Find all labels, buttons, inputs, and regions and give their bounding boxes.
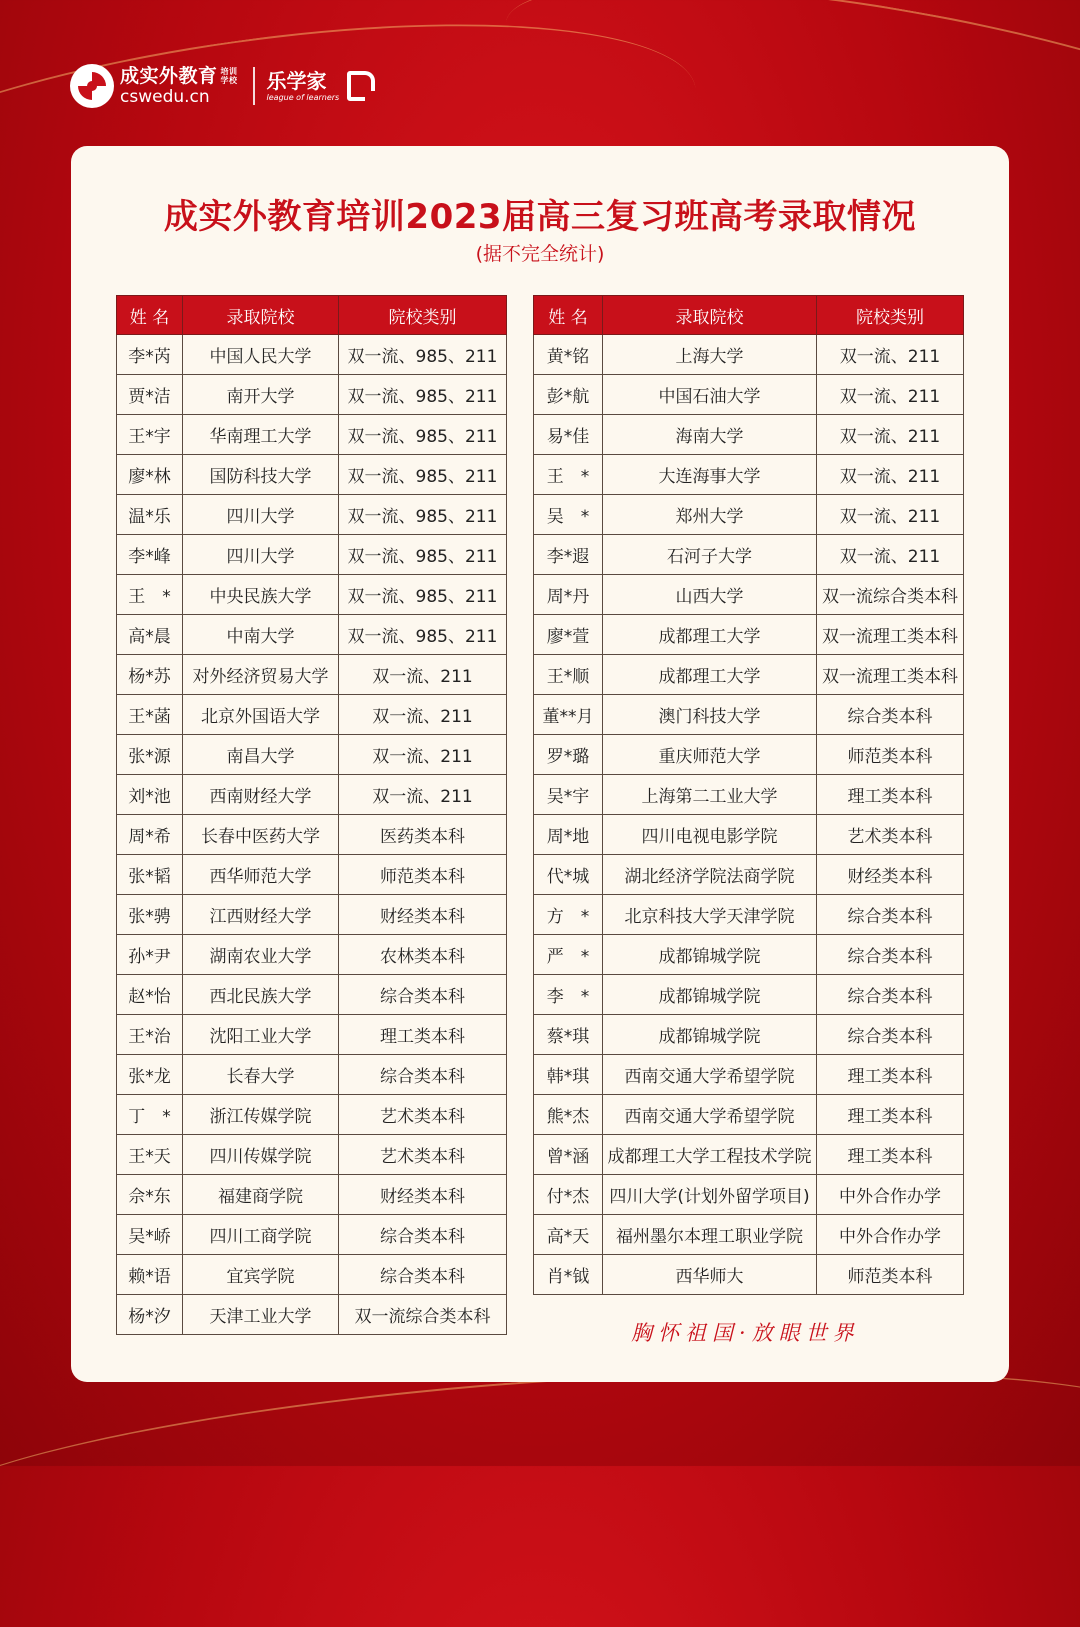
cell-student-name: 李*芮 xyxy=(117,335,183,375)
cell-student-name: 黄*铭 xyxy=(534,335,603,375)
cell-school: 福州墨尔本理工职业学院 xyxy=(603,1215,817,1255)
cell-student-name: 佘*东 xyxy=(117,1175,183,1215)
cell-category: 理工类本科 xyxy=(817,1095,964,1135)
table-header-row xyxy=(534,296,964,335)
cell-student-name: 易*佳 xyxy=(534,415,603,455)
cell-student-name: 曾*涵 xyxy=(534,1135,603,1175)
cell-school: 沈阳工业大学 xyxy=(183,1015,339,1055)
table-row xyxy=(534,575,964,615)
cell-category: 双一流理工类本科 xyxy=(817,615,964,655)
cell-student-name: 廖*萱 xyxy=(534,615,603,655)
table-row xyxy=(534,615,964,655)
school-logo-icon xyxy=(70,64,114,108)
table-row xyxy=(117,455,507,495)
cell-category: 师范类本科 xyxy=(817,735,964,775)
cell-school: 江西财经大学 xyxy=(183,895,339,935)
cell-school: 重庆师范大学 xyxy=(603,735,817,775)
brand2 xyxy=(267,69,340,103)
cell-category: 理工类本科 xyxy=(817,775,964,815)
table-row xyxy=(534,655,964,695)
cell-category: 双一流、211 xyxy=(339,735,507,775)
cell-category: 综合类本科 xyxy=(817,895,964,935)
table-row xyxy=(117,895,507,935)
cell-category: 财经类本科 xyxy=(339,895,507,935)
header-name: 姓 名 xyxy=(117,296,183,335)
cell-category: 综合类本科 xyxy=(817,935,964,975)
cell-student-name: 廖*林 xyxy=(117,455,183,495)
admission-table-left xyxy=(116,295,507,1335)
cell-school: 郑州大学 xyxy=(603,495,817,535)
cell-category: 双一流、985、211 xyxy=(339,415,507,455)
cell-school: 中国人民大学 xyxy=(183,335,339,375)
table-row xyxy=(117,575,507,615)
table-row xyxy=(534,735,964,775)
cell-school: 国防科技大学 xyxy=(183,455,339,495)
cell-school: 四川大学 xyxy=(183,495,339,535)
cell-student-name: 李*遐 xyxy=(534,535,603,575)
cell-school: 长春中医药大学 xyxy=(183,815,339,855)
cell-student-name: 张*骋 xyxy=(117,895,183,935)
logo-divider xyxy=(253,67,255,105)
cell-school: 中南大学 xyxy=(183,615,339,655)
table-row xyxy=(117,495,507,535)
header-logos xyxy=(70,62,375,110)
brand2-tagline: league of learners xyxy=(266,93,340,102)
cell-school: 中国石油大学 xyxy=(603,375,817,415)
cell-school: 四川工商学院 xyxy=(183,1215,339,1255)
cell-student-name: 罗*璐 xyxy=(534,735,603,775)
table-row xyxy=(534,1255,964,1295)
cell-school: 天津工业大学 xyxy=(183,1295,339,1335)
table-row xyxy=(117,1095,507,1135)
page-subtitle: (据不完全统计) xyxy=(475,243,605,265)
cell-school: 华南理工大学 xyxy=(183,415,339,455)
cell-category: 师范类本科 xyxy=(817,1255,964,1295)
cell-student-name: 彭*航 xyxy=(534,375,603,415)
cell-category: 双一流、985、211 xyxy=(339,455,507,495)
cell-school: 成都理工大学 xyxy=(603,615,817,655)
cell-student-name: 王 * xyxy=(117,575,183,615)
cell-student-name: 蔡*琪 xyxy=(534,1015,603,1055)
table-row xyxy=(117,1255,507,1295)
cell-category: 综合类本科 xyxy=(339,1255,507,1295)
cell-category: 综合类本科 xyxy=(817,1015,964,1055)
cell-student-name: 王*宇 xyxy=(117,415,183,455)
cell-school: 福建商学院 xyxy=(183,1175,339,1215)
cell-school: 大连海事大学 xyxy=(603,455,817,495)
brand-name: 成实外教育 xyxy=(120,65,218,87)
cell-category: 财经类本科 xyxy=(339,1175,507,1215)
table-row xyxy=(117,335,507,375)
cell-student-name: 李*峰 xyxy=(117,535,183,575)
cell-category: 综合类本科 xyxy=(339,1215,507,1255)
table-row xyxy=(534,455,964,495)
cell-category: 双一流综合类本科 xyxy=(339,1295,507,1335)
cell-student-name: 熊*杰 xyxy=(534,1095,603,1135)
cell-category: 双一流、985、211 xyxy=(339,575,507,615)
cell-student-name: 方 * xyxy=(534,895,603,935)
cell-school: 中央民族大学 xyxy=(183,575,339,615)
table-row xyxy=(534,895,964,935)
table-header-row xyxy=(117,296,507,335)
table-row xyxy=(117,655,507,695)
cell-student-name: 周*希 xyxy=(117,815,183,855)
brand-sub: 培训学校 xyxy=(220,67,238,85)
cell-school: 成都理工大学 xyxy=(603,655,817,695)
table-row xyxy=(117,855,507,895)
cell-school: 成都锦城学院 xyxy=(603,935,817,975)
table-row xyxy=(117,535,507,575)
table-row xyxy=(534,1215,964,1255)
cell-student-name: 李 * xyxy=(534,975,603,1015)
cell-student-name: 赵*怡 xyxy=(117,975,183,1015)
cell-category: 双一流、985、211 xyxy=(339,335,507,375)
cell-student-name: 董**月 xyxy=(534,695,603,735)
cell-category: 双一流、211 xyxy=(339,775,507,815)
header-category: 院校类别 xyxy=(339,296,507,335)
cell-school: 湖南农业大学 xyxy=(183,935,339,975)
cell-student-name: 严 * xyxy=(534,935,603,975)
table-row xyxy=(117,815,507,855)
slogan: 胸怀祖国·放眼世界 xyxy=(631,1321,860,1345)
cell-student-name: 张*韬 xyxy=(117,855,183,895)
cell-school: 成都锦城学院 xyxy=(603,975,817,1015)
table-row xyxy=(534,815,964,855)
cell-school: 宜宾学院 xyxy=(183,1255,339,1295)
cell-school: 西南财经大学 xyxy=(183,775,339,815)
cell-category: 财经类本科 xyxy=(817,855,964,895)
header-school: 录取院校 xyxy=(603,296,817,335)
table-row xyxy=(534,1015,964,1055)
cell-category: 双一流、985、211 xyxy=(339,495,507,535)
cell-school: 对外经济贸易大学 xyxy=(183,655,339,695)
cell-school: 西北民族大学 xyxy=(183,975,339,1015)
cell-category: 双一流、211 xyxy=(817,335,964,375)
school-brand xyxy=(120,65,241,107)
speech-bubble-icon xyxy=(347,71,375,101)
cell-student-name: 杨*汐 xyxy=(117,1295,183,1335)
cell-category: 双一流、985、211 xyxy=(339,375,507,415)
cell-category: 双一流、211 xyxy=(817,535,964,575)
cell-school: 湖北经济学院法商学院 xyxy=(603,855,817,895)
content-card xyxy=(71,146,1009,1382)
cell-school: 北京科技大学天津学院 xyxy=(603,895,817,935)
table-row xyxy=(117,1215,507,1255)
table-row xyxy=(117,975,507,1015)
cell-category: 双一流、211 xyxy=(817,415,964,455)
cell-school: 浙江传媒学院 xyxy=(183,1095,339,1135)
cell-student-name: 周*丹 xyxy=(534,575,603,615)
cell-school: 西南交通大学希望学院 xyxy=(603,1055,817,1095)
header-school: 录取院校 xyxy=(183,296,339,335)
table-row xyxy=(117,1175,507,1215)
cell-category: 理工类本科 xyxy=(817,1055,964,1095)
cell-school: 长春大学 xyxy=(183,1055,339,1095)
cell-school: 西南交通大学希望学院 xyxy=(603,1095,817,1135)
table-row xyxy=(534,495,964,535)
table-row xyxy=(117,615,507,655)
cell-student-name: 高*天 xyxy=(534,1215,603,1255)
table-row xyxy=(534,535,964,575)
cell-category: 双一流、985、211 xyxy=(339,535,507,575)
cell-student-name: 付*杰 xyxy=(534,1175,603,1215)
table-row xyxy=(534,335,964,375)
cell-category: 双一流理工类本科 xyxy=(817,655,964,695)
table-row xyxy=(534,975,964,1015)
cell-category: 农林类本科 xyxy=(339,935,507,975)
table-row xyxy=(534,1095,964,1135)
cell-category: 双一流、211 xyxy=(817,375,964,415)
cell-student-name: 丁 * xyxy=(117,1095,183,1135)
cell-school: 石河子大学 xyxy=(603,535,817,575)
cell-student-name: 王 * xyxy=(534,455,603,495)
cell-student-name: 刘*池 xyxy=(117,775,183,815)
table-row xyxy=(534,375,964,415)
cell-category: 双一流、211 xyxy=(817,455,964,495)
cell-school: 南开大学 xyxy=(183,375,339,415)
cell-category: 师范类本科 xyxy=(339,855,507,895)
table-row xyxy=(534,415,964,455)
cell-student-name: 吴*宇 xyxy=(534,775,603,815)
cell-category: 艺术类本科 xyxy=(817,815,964,855)
table-row xyxy=(117,1055,507,1095)
cell-student-name: 赖*语 xyxy=(117,1255,183,1295)
cell-student-name: 吴 * xyxy=(534,495,603,535)
cell-student-name: 王*天 xyxy=(117,1135,183,1175)
table-row xyxy=(117,935,507,975)
cell-category: 理工类本科 xyxy=(817,1135,964,1175)
cell-school: 山西大学 xyxy=(603,575,817,615)
cell-category: 医药类本科 xyxy=(339,815,507,855)
admission-table-right xyxy=(533,295,964,1295)
cell-category: 双一流、211 xyxy=(817,495,964,535)
cell-student-name: 韩*琪 xyxy=(534,1055,603,1095)
cell-school: 南昌大学 xyxy=(183,735,339,775)
table-row xyxy=(117,735,507,775)
cell-student-name: 王*菡 xyxy=(117,695,183,735)
cell-category: 综合类本科 xyxy=(817,975,964,1015)
cell-category: 艺术类本科 xyxy=(339,1095,507,1135)
cell-student-name: 王*治 xyxy=(117,1015,183,1055)
page-title: 成实外教育培训2023届高三复习班高考录取情况 xyxy=(163,197,917,237)
brand2-name: 乐学家 xyxy=(266,69,327,93)
cell-school: 上海大学 xyxy=(603,335,817,375)
cell-school: 四川大学(计划外留学项目) xyxy=(603,1175,817,1215)
cell-category: 艺术类本科 xyxy=(339,1135,507,1175)
cell-student-name: 杨*苏 xyxy=(117,655,183,695)
header-name: 姓 名 xyxy=(534,296,603,335)
cell-category: 双一流、211 xyxy=(339,695,507,735)
table-row xyxy=(117,1295,507,1335)
cell-school: 澳门科技大学 xyxy=(603,695,817,735)
cell-student-name: 肖*钺 xyxy=(534,1255,603,1295)
table-row xyxy=(534,1055,964,1095)
table-row xyxy=(117,695,507,735)
cell-school: 成都锦城学院 xyxy=(603,1015,817,1055)
header-category: 院校类别 xyxy=(817,296,964,335)
cell-category: 综合类本科 xyxy=(817,695,964,735)
cell-category: 综合类本科 xyxy=(339,1055,507,1095)
cell-category: 理工类本科 xyxy=(339,1015,507,1055)
cell-student-name: 吴*峤 xyxy=(117,1215,183,1255)
table-row xyxy=(534,775,964,815)
cell-school: 上海第二工业大学 xyxy=(603,775,817,815)
cell-student-name: 孙*尹 xyxy=(117,935,183,975)
cell-school: 四川传媒学院 xyxy=(183,1135,339,1175)
cell-student-name: 贾*洁 xyxy=(117,375,183,415)
cell-school: 四川电视电影学院 xyxy=(603,815,817,855)
cell-school: 四川大学 xyxy=(183,535,339,575)
table-row xyxy=(117,375,507,415)
table-row xyxy=(534,1175,964,1215)
cell-student-name: 张*源 xyxy=(117,735,183,775)
table-row xyxy=(534,1135,964,1175)
cell-category: 双一流综合类本科 xyxy=(817,575,964,615)
cell-category: 中外合作办学 xyxy=(817,1175,964,1215)
cell-school: 西华师大 xyxy=(603,1255,817,1295)
cell-category: 综合类本科 xyxy=(339,975,507,1015)
cell-student-name: 王*顺 xyxy=(534,655,603,695)
cell-school: 海南大学 xyxy=(603,415,817,455)
cell-category: 中外合作办学 xyxy=(817,1215,964,1255)
cell-student-name: 高*晨 xyxy=(117,615,183,655)
cell-student-name: 张*龙 xyxy=(117,1055,183,1095)
cell-school: 成都理工大学工程技术学院 xyxy=(603,1135,817,1175)
brand-domain: cswedu.cn xyxy=(120,87,210,107)
cell-school: 西华师范大学 xyxy=(183,855,339,895)
table-row xyxy=(534,935,964,975)
cell-student-name: 周*地 xyxy=(534,815,603,855)
cell-category: 双一流、211 xyxy=(339,655,507,695)
cell-school: 北京外国语大学 xyxy=(183,695,339,735)
table-row xyxy=(534,695,964,735)
table-row xyxy=(117,1135,507,1175)
cell-category: 双一流、985、211 xyxy=(339,615,507,655)
cell-student-name: 代*城 xyxy=(534,855,603,895)
table-row xyxy=(117,415,507,455)
table-row xyxy=(117,1015,507,1055)
table-row xyxy=(534,855,964,895)
cell-student-name: 温*乐 xyxy=(117,495,183,535)
table-row xyxy=(117,775,507,815)
